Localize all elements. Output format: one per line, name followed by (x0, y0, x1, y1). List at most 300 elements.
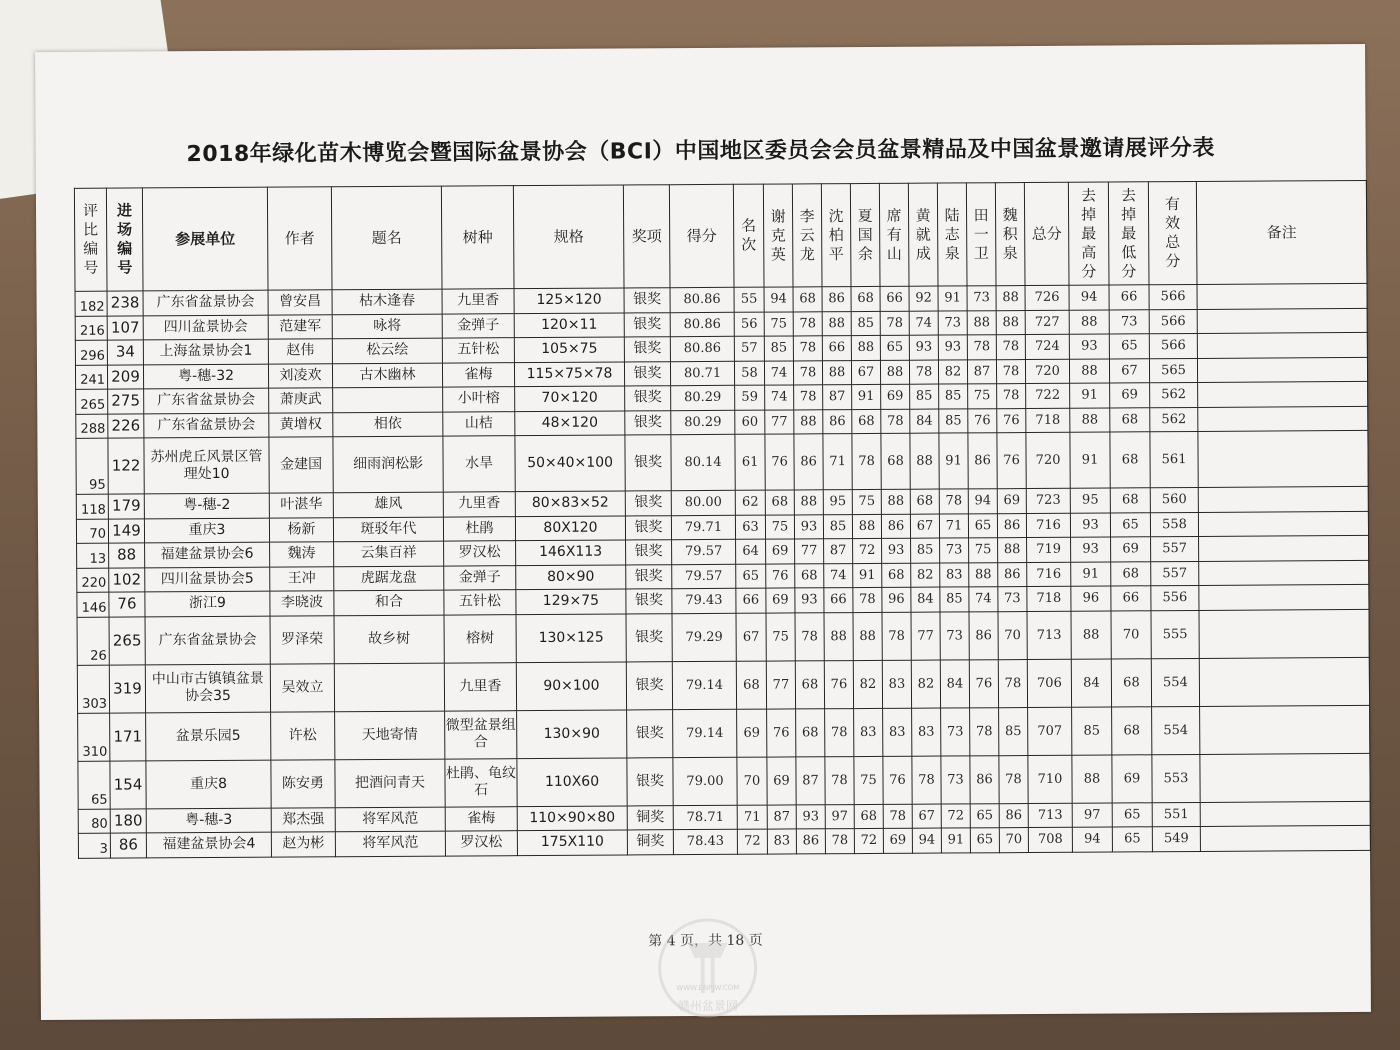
col-entry-no-cell: 34 (107, 340, 143, 365)
col-eval-no-cell: 13 (77, 543, 109, 568)
watermark-url: WWW.ENPJW.COM (676, 983, 740, 993)
col-drop-low-cell: 66 (1111, 586, 1151, 611)
col-judge-li-cell: 78 (794, 385, 823, 410)
col-award-cell: 银奖 (625, 386, 671, 411)
col-judge-shen-cell: 78 (825, 756, 854, 804)
col-total-cell: 719 (1027, 537, 1071, 562)
col-rank-cell: 60 (735, 410, 765, 435)
col-judge-xia-cell: 68 (852, 409, 881, 434)
col-title-cell: 将军风范 (335, 831, 445, 856)
col-total-cell: 718 (1027, 586, 1071, 611)
col-judge-xia-cell: 91 (853, 563, 882, 588)
col-judge-wei-cell: 88 (996, 286, 1025, 311)
col-valid-total-cell: 557 (1151, 536, 1199, 561)
col-judge-tian-cell: 65 (968, 513, 997, 538)
col-drop-high-cell: 93 (1069, 334, 1109, 359)
col-judge-xie-cell: 87 (767, 804, 796, 829)
col-judge-shen-cell: 87 (823, 385, 852, 410)
col-entry-no-cell: 88 (109, 543, 145, 568)
col-judge-wei-cell: 69 (997, 489, 1026, 514)
col-entry-no-cell: 180 (110, 808, 146, 833)
col-title-cell: 将军风范 (335, 807, 445, 832)
col-judge-xie-cell: 76 (765, 434, 794, 490)
col-judge-wei-cell: 70 (998, 611, 1027, 659)
col-award-cell: 银奖 (624, 337, 670, 362)
col-drop-low-cell: 69 (1110, 383, 1150, 408)
col-judge-wei-cell: 86 (997, 513, 1026, 538)
col-judge-li-cell: 93 (795, 588, 824, 613)
col-remarks-cell (1197, 357, 1367, 383)
col-rank-cell: 71 (737, 805, 767, 830)
col-eval-no-cell: 3 (78, 833, 110, 858)
col-judge-li-cell: 68 (793, 287, 822, 312)
col-title-cell: 相依 (333, 412, 443, 437)
col-total-cell: 716 (1027, 562, 1071, 587)
col-author-cell: 范建军 (268, 314, 332, 339)
col-judge-xie-cell: 94 (764, 287, 793, 312)
col-title-cell: 枯木逢春 (332, 289, 442, 314)
score-table (74, 180, 1371, 858)
col-judge-tian-cell: 86 (969, 611, 998, 659)
col-exhibitor-cell: 粤-穗-3 (146, 808, 271, 833)
col-remarks-header: 备注 (1196, 180, 1367, 284)
col-judge-xia-cell: 67 (851, 360, 880, 385)
col-entry-no-cell: 275 (108, 389, 144, 414)
col-size-cell: 110×90×80 (517, 805, 627, 830)
col-judge-tian-cell: 86 (970, 755, 999, 803)
col-rank-cell: 66 (736, 588, 766, 613)
col-judge-xi-cell: 93 (882, 538, 911, 563)
col-drop-high-cell: 85 (1072, 707, 1112, 755)
col-drop-low-cell: 65 (1109, 334, 1149, 359)
col-judge-lu-cell: 71 (939, 513, 968, 538)
col-judge-tian-cell: 65 (970, 828, 999, 853)
col-rank-cell: 67 (736, 613, 766, 661)
col-judge-huang-cell: 78 (909, 360, 938, 385)
col-judge-lu-cell: 91 (941, 828, 970, 853)
col-judge-lu-cell: 91 (938, 286, 967, 311)
col-title-cell: 天地寄情 (335, 711, 445, 760)
col-size-cell: 125×120 (514, 288, 624, 313)
col-award-cell: 铜奖 (627, 805, 673, 830)
col-judge-li-cell: 78 (793, 311, 822, 336)
col-award-cell: 银奖 (625, 435, 671, 491)
table-row (78, 705, 1370, 761)
col-drop-low-cell: 73 (1109, 309, 1149, 334)
col-drop-high-cell: 91 (1070, 432, 1110, 488)
col-size-cell: 110X60 (517, 757, 627, 806)
col-exhibitor-cell: 广东省盆景协会 (145, 616, 270, 665)
col-drop-low-cell: 65 (1112, 802, 1152, 827)
col-judge-xi-cell: 66 (880, 286, 909, 311)
col-rank-cell: 62 (735, 490, 765, 515)
col-judge-shen-cell: 71 (823, 434, 852, 490)
col-species-cell: 九里香 (442, 289, 514, 314)
col-eval-no-cell: 95 (76, 438, 108, 494)
col-remarks-cell (1197, 308, 1367, 334)
col-drop-high-cell: 88 (1072, 755, 1112, 803)
col-judge-xie-cell: 77 (766, 660, 795, 708)
col-score-cell: 78.43 (673, 829, 737, 854)
col-exhibitor-cell: 中山市古镇镇盆景协会35 (145, 664, 270, 713)
col-judge-xia-cell: 75 (852, 489, 881, 514)
table-row (78, 753, 1370, 809)
col-exhibitor-cell: 重庆3 (144, 518, 269, 543)
col-award-cell: 银奖 (626, 564, 672, 589)
col-judge-tian-cell: 88 (967, 310, 996, 335)
col-entry-no-cell: 226 (108, 413, 144, 438)
col-valid-total-cell: 557 (1151, 561, 1199, 586)
col-judge-tian-header: 田一卫 (966, 183, 996, 286)
col-valid-total-cell: 560 (1150, 487, 1198, 512)
col-entry-no-cell: 179 (108, 494, 144, 519)
col-judge-li-cell: 93 (796, 804, 825, 829)
col-judge-tian-cell: 78 (970, 707, 999, 755)
col-species-cell: 水旱 (443, 436, 515, 492)
col-award-cell: 银奖 (626, 661, 672, 709)
col-judge-xi-cell: 78 (883, 804, 912, 829)
col-eval-no-cell: 288 (76, 414, 108, 439)
col-entry-no-cell: 154 (110, 760, 146, 808)
table-body (75, 283, 1370, 857)
col-score-cell: 79.29 (672, 613, 736, 661)
col-score-cell: 79.14 (672, 661, 736, 709)
col-award-cell: 银奖 (625, 410, 671, 435)
col-title-cell: 松云绘 (332, 338, 442, 363)
col-remarks-cell (1199, 560, 1369, 586)
col-drop-high-cell: 88 (1071, 611, 1111, 659)
col-judge-li-cell: 88 (794, 409, 823, 434)
col-species-cell: 雀梅 (445, 806, 517, 831)
col-entry-no-cell: 265 (109, 616, 145, 664)
col-judge-huang-cell: 67 (912, 804, 941, 829)
col-judge-lu-cell: 84 (940, 659, 969, 707)
col-score-cell: 80.86 (670, 336, 734, 361)
col-title-cell: 斑驳年代 (333, 517, 443, 542)
col-size-cell: 175X110 (517, 830, 627, 855)
col-award-cell: 银奖 (624, 312, 670, 337)
col-score-cell: 80.71 (670, 361, 734, 386)
col-entry-no-cell: 238 (107, 291, 143, 316)
col-judge-wei-cell: 78 (998, 659, 1027, 707)
col-judge-li-cell: 68 (796, 708, 825, 756)
col-remarks-cell (1199, 609, 1369, 658)
col-exhibitor-cell: 广东省盆景协会 (143, 290, 268, 315)
col-title-cell: 故乡树 (334, 615, 444, 664)
col-exhibitor-cell: 福建盆景协会4 (146, 832, 271, 857)
col-judge-wei-cell: 78 (999, 755, 1028, 803)
col-judge-huang-cell: 74 (909, 311, 938, 336)
col-total-header: 总分 (1024, 182, 1069, 285)
col-valid-total-cell: 553 (1152, 754, 1200, 802)
col-title-cell: 雄风 (333, 492, 443, 517)
col-drop-low-cell: 68 (1110, 432, 1150, 488)
col-species-cell: 榕树 (444, 614, 516, 662)
col-valid-total-cell: 549 (1152, 826, 1200, 851)
col-drop-low-cell: 68 (1112, 706, 1152, 754)
col-drop-high-cell: 95 (1070, 488, 1110, 513)
col-species-cell: 九里香 (444, 662, 516, 710)
col-author-cell: 郑杰强 (271, 807, 335, 832)
col-rank-cell: 64 (736, 539, 766, 564)
col-eval-no-cell: 182 (75, 291, 107, 316)
col-judge-xia-cell: 88 (853, 612, 882, 660)
col-size-cell: 115×75×78 (514, 361, 624, 386)
col-species-cell: 金弹子 (444, 565, 516, 590)
col-entry-no-cell: 122 (108, 438, 144, 494)
col-size-cell: 130×90 (517, 709, 627, 758)
col-judge-xia-cell: 88 (852, 514, 881, 539)
col-judge-shen-cell: 95 (823, 490, 852, 515)
col-rank-cell: 68 (736, 661, 766, 709)
col-judge-shen-cell: 88 (822, 360, 851, 385)
col-valid-total-cell: 566 (1149, 333, 1197, 358)
col-rank-cell: 61 (735, 434, 765, 490)
col-judge-xia-cell: 82 (853, 660, 882, 708)
col-remarks-cell (1198, 430, 1368, 487)
col-total-cell: 713 (1028, 803, 1072, 828)
col-author-cell: 陈安勇 (271, 759, 335, 807)
col-judge-xi-cell: 83 (883, 708, 912, 756)
col-judge-xi-cell: 86 (881, 514, 910, 539)
header-row (74, 180, 1367, 291)
col-valid-total-cell: 561 (1150, 431, 1198, 487)
col-judge-huang-cell: 85 (911, 538, 940, 563)
col-entry-no-cell: 107 (107, 315, 143, 340)
col-species-cell: 小叶榕 (443, 387, 515, 412)
page-footer: 第 4 页，共 18 页 (648, 932, 763, 950)
col-total-cell: 723 (1026, 488, 1070, 513)
col-judge-xia-cell: 72 (853, 538, 882, 563)
col-title-cell: 云集百祥 (334, 541, 444, 566)
col-total-cell: 726 (1025, 285, 1069, 310)
col-judge-xie-cell: 74 (764, 360, 793, 385)
col-exhibitor-cell: 福建盆景协会6 (145, 542, 270, 567)
col-judge-shen-cell: 88 (822, 311, 851, 336)
col-remarks-cell (1198, 486, 1368, 512)
col-judge-li-header: 李云龙 (792, 184, 822, 287)
col-drop-high-cell: 88 (1069, 359, 1109, 384)
col-drop-high-cell: 94 (1069, 285, 1109, 310)
col-drop-low-cell: 66 (1109, 285, 1149, 310)
col-valid-total-cell: 551 (1152, 802, 1200, 827)
col-judge-tian-cell: 86 (968, 433, 997, 489)
watermark-trunk (703, 958, 713, 993)
col-judge-shen-cell: 74 (824, 563, 853, 588)
col-award-cell: 银奖 (626, 613, 672, 661)
col-size-header: 规格 (513, 185, 624, 289)
col-judge-lu-cell: 73 (940, 538, 969, 563)
col-species-cell: 山桔 (443, 411, 515, 436)
col-remarks-cell (1197, 283, 1367, 309)
col-remarks-cell (1198, 381, 1368, 407)
col-drop-high-cell: 88 (1069, 310, 1109, 335)
col-eval-no-cell: 26 (77, 617, 109, 665)
table-row (77, 609, 1369, 665)
col-exhibitor-cell: 上海盆景协会1 (143, 339, 268, 364)
col-exhibitor-header: 参展单位 (142, 187, 268, 291)
col-title-cell: 和合 (334, 590, 444, 615)
col-judge-huang-cell: 82 (911, 660, 940, 708)
col-judge-wei-cell: 76 (997, 408, 1026, 433)
col-remarks-cell (1200, 801, 1370, 827)
col-drop-low-cell: 69 (1112, 754, 1152, 802)
col-judge-lu-cell: 91 (939, 433, 968, 489)
col-judge-lu-cell: 73 (938, 310, 967, 335)
col-judge-li-cell: 78 (793, 360, 822, 385)
col-title-cell: 咏将 (332, 314, 442, 339)
col-judge-huang-cell: 82 (911, 563, 940, 588)
col-total-cell: 724 (1025, 334, 1069, 359)
col-total-cell: 718 (1026, 408, 1070, 433)
col-entry-no-cell: 86 (110, 833, 146, 858)
col-total-cell: 708 (1028, 827, 1072, 852)
col-judge-li-cell: 68 (795, 660, 824, 708)
col-judge-xie-cell: 76 (767, 708, 796, 756)
col-judge-xia-cell: 72 (854, 828, 883, 853)
col-judge-lu-cell: 85 (939, 384, 968, 409)
col-judge-xi-cell: 68 (882, 563, 911, 588)
col-eval-no-cell: 241 (75, 365, 107, 390)
col-judge-shen-cell: 78 (825, 829, 854, 854)
col-judge-wei-cell: 76 (997, 433, 1026, 489)
col-judge-li-cell: 77 (795, 539, 824, 564)
col-eval-no-header: 评比编号 (74, 188, 107, 291)
col-judge-xi-cell: 83 (882, 660, 911, 708)
col-remarks-cell (1200, 753, 1370, 802)
col-judge-xi-cell: 78 (882, 612, 911, 660)
col-score-cell: 80.86 (670, 312, 734, 337)
col-species-cell: 金弹子 (442, 313, 514, 338)
col-exhibitor-cell: 苏州虎丘风景区管理处10 (144, 437, 269, 494)
col-score-cell: 79.57 (672, 539, 736, 564)
col-judge-wei-cell: 88 (998, 538, 1027, 563)
col-size-cell: 105×75 (514, 337, 624, 362)
col-judge-xia-cell: 68 (851, 286, 880, 311)
col-author-cell: 金建国 (269, 437, 333, 493)
col-judge-wei-cell: 73 (998, 587, 1027, 612)
col-judge-lu-cell: 83 (940, 562, 969, 587)
col-size-cell: 120×11 (514, 312, 624, 337)
col-judge-xi-cell: 78 (880, 311, 909, 336)
col-total-cell: 722 (1026, 383, 1070, 408)
col-size-cell: 80X120 (515, 515, 625, 540)
col-author-cell: 赵伟 (268, 339, 332, 364)
col-judge-wei-cell: 78 (997, 384, 1026, 409)
col-judge-li-cell: 78 (793, 336, 822, 361)
col-judge-xie-cell: 69 (767, 756, 796, 804)
col-valid-total-cell: 566 (1149, 309, 1197, 334)
col-judge-huang-cell: 94 (912, 828, 941, 853)
col-valid-total-header: 有效总分 (1148, 181, 1197, 284)
col-rank-cell: 69 (737, 709, 767, 757)
col-entry-no-cell: 209 (107, 364, 143, 389)
col-drop-high-cell: 93 (1071, 537, 1111, 562)
col-remarks-cell (1199, 535, 1369, 561)
col-award-cell: 银奖 (624, 361, 670, 386)
col-judge-xi-cell: 88 (881, 489, 910, 514)
col-author-cell: 王冲 (270, 566, 334, 591)
col-eval-no-cell: 146 (77, 592, 109, 617)
col-rank-header: 名次 (733, 184, 764, 287)
col-judge-li-cell: 86 (794, 434, 823, 490)
col-judge-xia-cell: 88 (851, 335, 880, 360)
col-judge-lu-cell: 73 (941, 707, 970, 755)
col-judge-lu-header: 陆志泉 (937, 183, 967, 286)
col-judge-wei-cell: 86 (999, 803, 1028, 828)
col-exhibitor-cell: 粤-穗-2 (144, 493, 269, 518)
col-drop-high-cell: 93 (1070, 513, 1110, 538)
col-size-cell: 48×120 (515, 410, 625, 435)
col-drop-high-header: 去掉最高分 (1068, 182, 1109, 285)
col-judge-xi-cell: 78 (881, 409, 910, 434)
col-eval-no-cell: 118 (76, 494, 108, 519)
col-author-cell: 魏涛 (270, 542, 334, 567)
col-judge-lu-cell: 93 (938, 335, 967, 360)
watermark-site-name: 赣州盆景网 (677, 998, 738, 1014)
col-valid-total-cell: 565 (1149, 358, 1197, 383)
col-judge-xi-cell: 69 (881, 384, 910, 409)
col-exhibitor-cell: 粤-穗-32 (143, 364, 268, 389)
col-judge-shen-cell: 86 (822, 287, 851, 312)
col-judge-huang-cell: 93 (909, 335, 938, 360)
col-drop-low-cell: 68 (1111, 658, 1151, 706)
col-score-cell: 80.86 (670, 287, 734, 312)
col-author-cell: 罗泽荣 (270, 615, 334, 663)
col-judge-xie-cell: 83 (767, 829, 796, 854)
col-rank-cell: 55 (734, 287, 764, 312)
col-judge-tian-cell: 74 (969, 587, 998, 612)
col-exhibitor-cell: 盆景乐园5 (146, 712, 271, 761)
col-total-cell: 720 (1026, 432, 1070, 488)
col-size-cell: 129×75 (516, 589, 626, 614)
col-remarks-cell (1198, 406, 1368, 432)
col-drop-high-cell: 97 (1072, 803, 1112, 828)
col-exhibitor-cell: 广东省盆景协会 (144, 413, 269, 438)
col-drop-high-cell: 91 (1071, 562, 1111, 587)
col-remarks-cell (1198, 511, 1368, 537)
col-judge-wei-cell: 70 (999, 828, 1028, 853)
col-judge-li-cell: 78 (795, 612, 824, 660)
col-author-header: 作者 (267, 187, 332, 290)
col-judge-huang-cell: 92 (909, 286, 938, 311)
col-judge-wei-cell: 78 (996, 359, 1025, 384)
col-score-cell: 80.00 (671, 490, 735, 515)
col-judge-shen-cell: 85 (823, 514, 852, 539)
col-author-cell: 李晓波 (270, 591, 334, 616)
col-size-cell: 130×125 (516, 613, 626, 662)
col-award-header: 奖项 (623, 185, 670, 288)
col-score-cell: 79.57 (672, 564, 736, 589)
col-author-cell: 曾安昌 (268, 290, 332, 315)
col-judge-wei-cell: 78 (996, 335, 1025, 360)
col-judge-xi-cell: 76 (883, 756, 912, 804)
col-total-cell: 716 (1026, 513, 1070, 538)
col-entry-no-header: 进场编号 (106, 188, 143, 291)
col-award-cell: 银奖 (627, 709, 673, 757)
col-size-cell: 80×83×52 (515, 491, 625, 516)
col-size-cell: 80×90 (516, 564, 626, 589)
col-judge-lu-cell: 78 (939, 489, 968, 514)
col-judge-lu-cell: 85 (939, 408, 968, 433)
col-judge-xi-cell: 69 (883, 828, 912, 853)
col-drop-low-header: 去掉最低分 (1108, 182, 1149, 285)
col-eval-no-cell: 265 (76, 389, 108, 414)
col-author-cell: 叶湛华 (269, 493, 333, 518)
col-award-cell: 银奖 (625, 491, 671, 516)
col-title-cell: 古木幽林 (332, 363, 442, 388)
col-judge-xie-cell: 75 (765, 514, 794, 539)
